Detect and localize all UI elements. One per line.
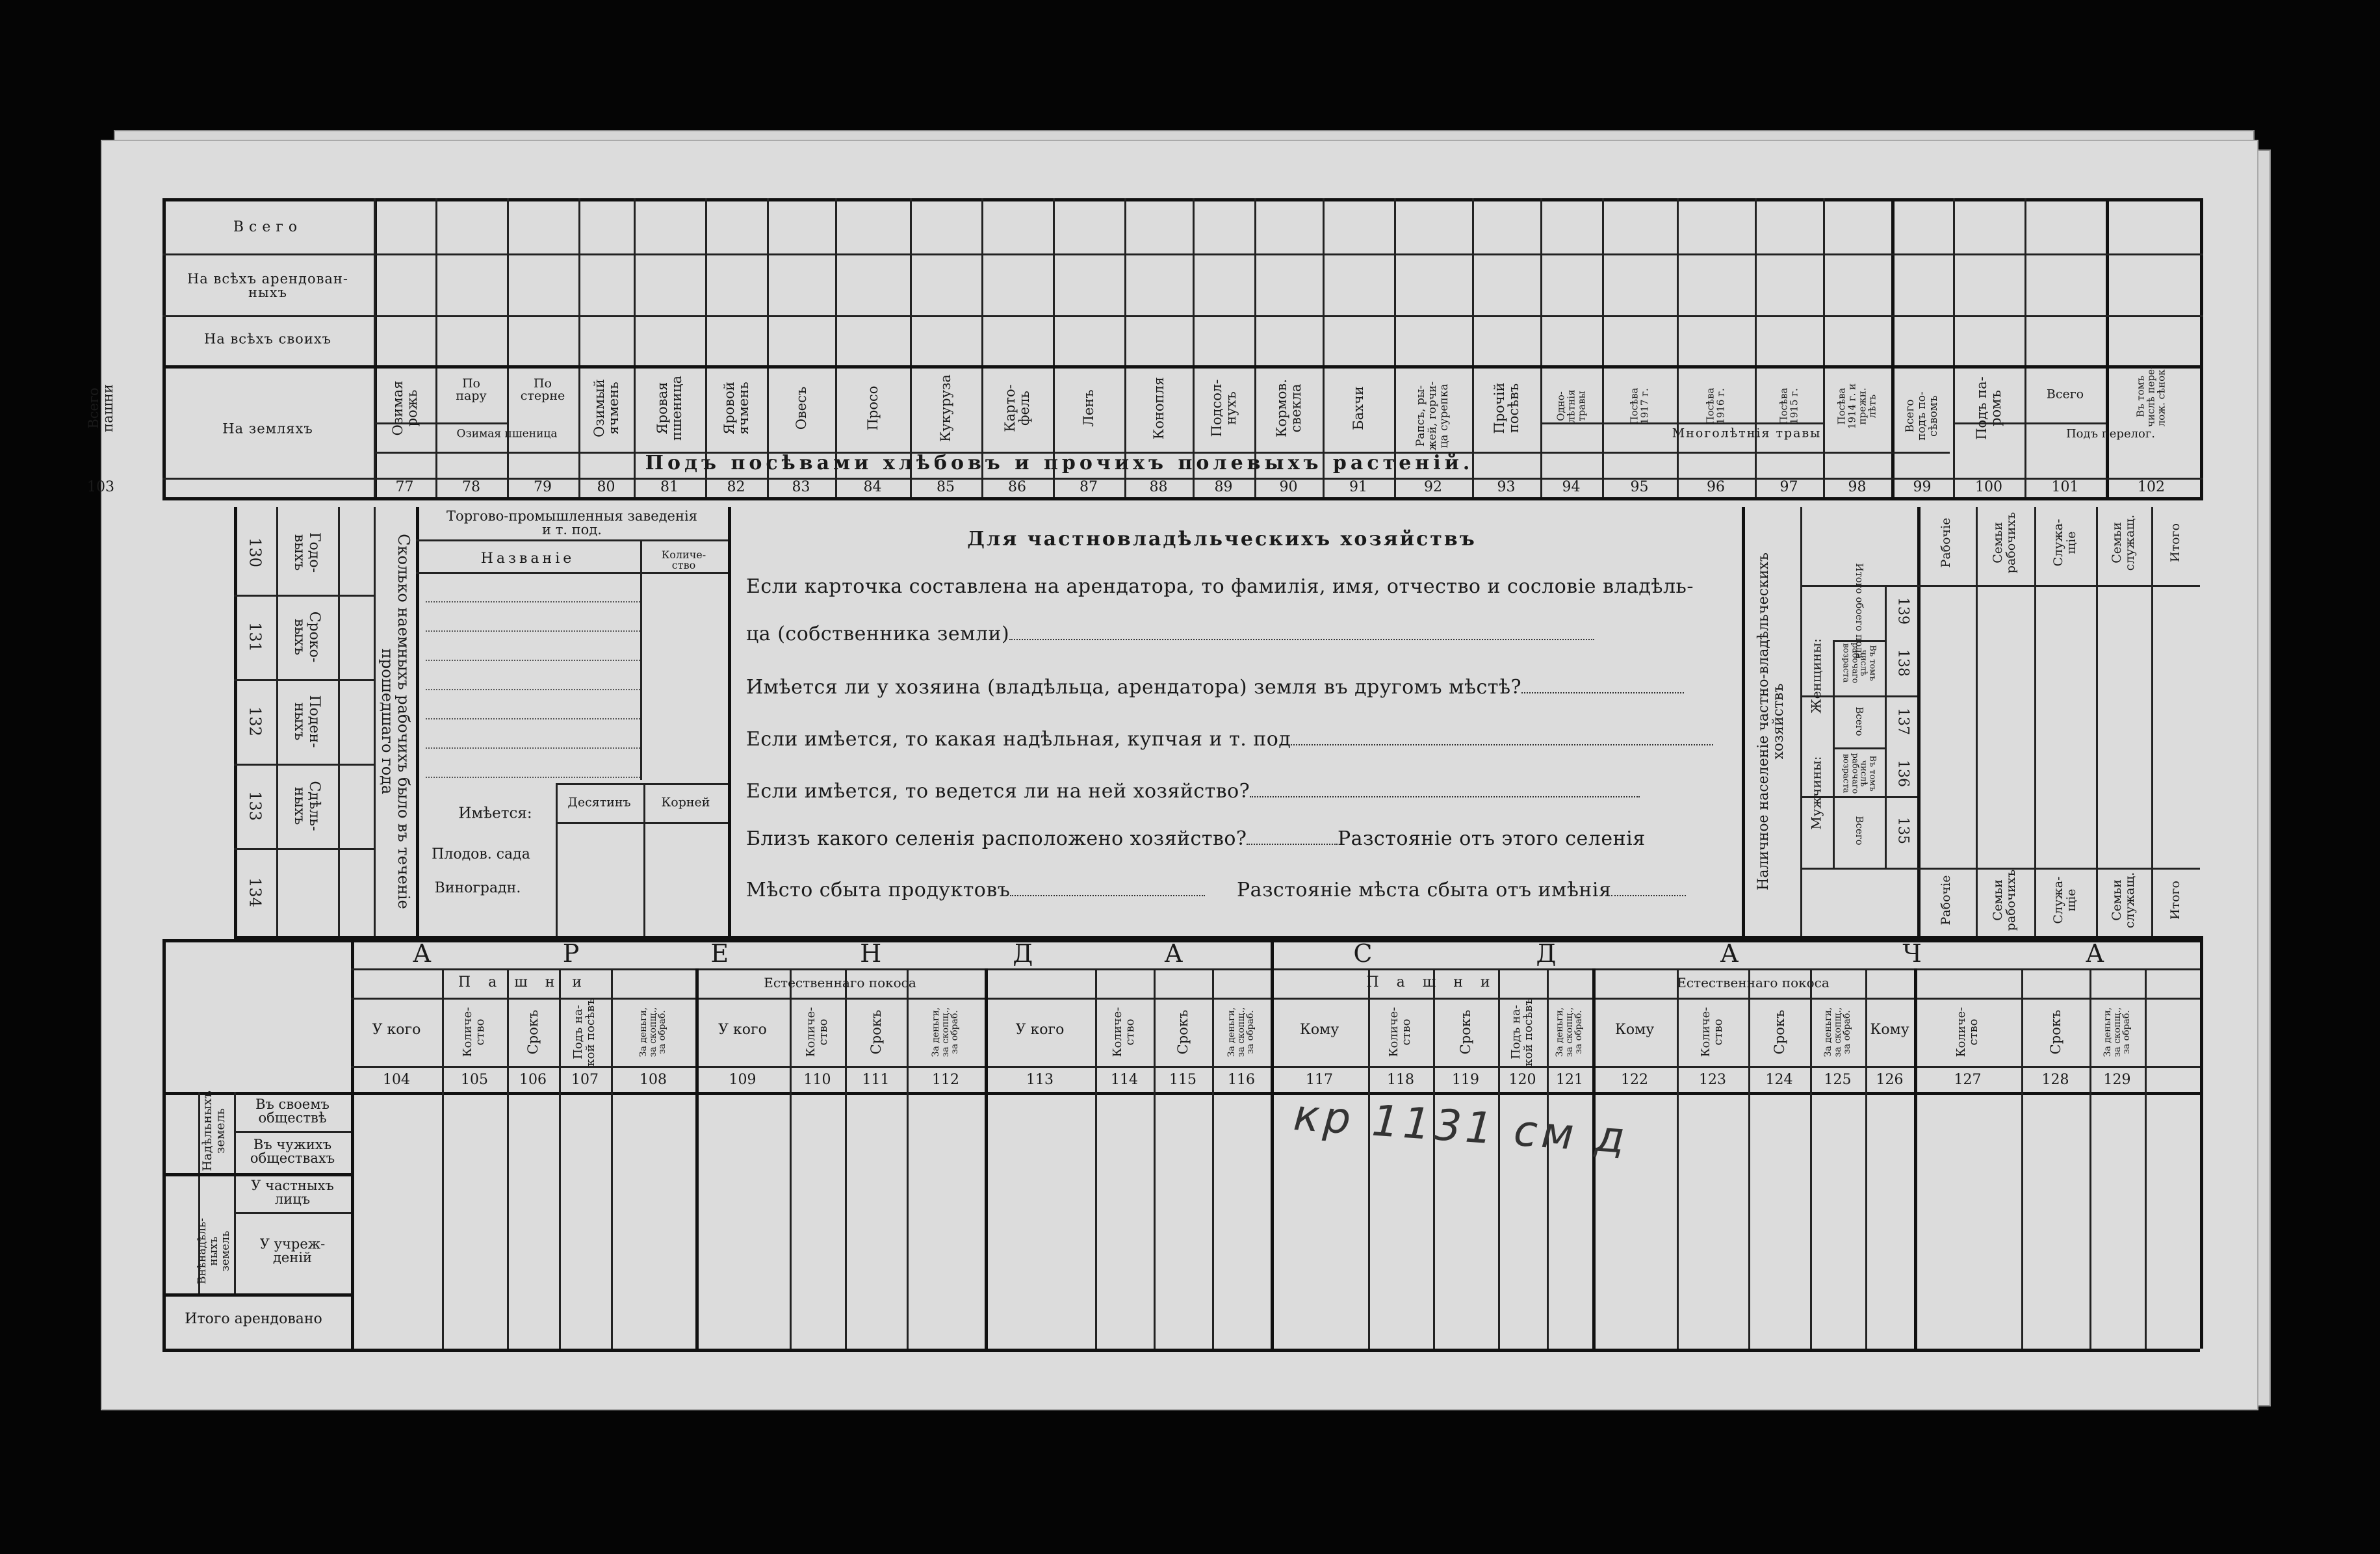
top-col-label-95: Посѣва 1917 г. bbox=[1627, 387, 1650, 425]
top-col-label-89: Подсол- нухъ bbox=[1208, 379, 1239, 437]
bottom-col-label-122: Кому bbox=[1614, 1022, 1655, 1038]
top-col-number-102: 102 bbox=[2138, 479, 2165, 495]
bottom-col-number-125: 125 bbox=[1824, 1072, 1852, 1088]
bottom-col-label-116: За деньги, за скопщ., за обраб. bbox=[1226, 1007, 1256, 1057]
worker-number-130: 130 bbox=[246, 537, 265, 567]
bottom-col-label-128: Срокъ bbox=[2047, 1009, 2063, 1055]
population-number-136: 136 bbox=[1895, 760, 1911, 787]
bottom-col-label-125: За деньги, за скопщ., за обраб. bbox=[1822, 1007, 1852, 1057]
desyatin-col: Десятинъ bbox=[567, 795, 631, 810]
vertical-rule bbox=[162, 198, 166, 497]
population-number-139: 139 bbox=[1895, 597, 1911, 625]
sowing-banner: Подъ посѣвами хлѣбовъ и прочихъ полевыхъ растенiй. bbox=[645, 452, 1474, 474]
bottom-col-label-108: За деньги, за скопщ., за обраб. bbox=[638, 1007, 668, 1057]
worker-type-133: Сдѣль- ныхъ bbox=[291, 781, 323, 831]
top-col-number-91: 91 bbox=[1349, 479, 1367, 495]
sdacha-pashni: П а ш н и bbox=[1366, 974, 1497, 991]
vertical-rule bbox=[1212, 968, 1214, 1349]
top-col-number-87: 87 bbox=[1080, 479, 1098, 495]
population-col-bottom-0: Рабочiе bbox=[1939, 875, 1954, 926]
horizontal-rule bbox=[426, 747, 640, 749]
sdacha-banner: С Д А Ч А bbox=[1353, 939, 2182, 968]
top-col-label-102: Въ томъ числѣ пере- лож. сѣнок. bbox=[2134, 365, 2167, 428]
horizontal-rule bbox=[162, 1173, 351, 1176]
vertical-rule bbox=[276, 507, 278, 936]
vertical-rule bbox=[234, 507, 237, 936]
horizontal-rule bbox=[162, 497, 2203, 500]
top-col-label-85: Кукуруза bbox=[937, 374, 953, 442]
bottom-col-label-124: Срокъ bbox=[1771, 1009, 1787, 1055]
population-col-top-0: Рабочiе bbox=[1939, 517, 1954, 568]
top-col-label-99: Всего подъ по- сѣвомъ bbox=[1903, 391, 1940, 441]
top-col-label-77: Озимая рожь bbox=[389, 380, 420, 436]
total-rented: Итого арендовано bbox=[185, 1311, 322, 1327]
bottom-col-label-120: Подъ на- кой посѣвъ bbox=[1508, 998, 1535, 1067]
bottom-col-number-129: 129 bbox=[2103, 1072, 2131, 1088]
vertical-rule bbox=[2089, 968, 2091, 1349]
horizontal-rule bbox=[162, 315, 2203, 317]
worker-number-133: 133 bbox=[246, 791, 265, 821]
bottom-col-number-126: 126 bbox=[1876, 1072, 1904, 1088]
horizontal-rule bbox=[426, 777, 640, 778]
top-col-label-88: Конопля bbox=[1150, 376, 1167, 440]
vertical-rule bbox=[1271, 939, 1274, 1349]
worker-number-131: 131 bbox=[246, 622, 265, 652]
vertical-rule bbox=[695, 968, 699, 1349]
vertical-rule bbox=[1917, 507, 1921, 936]
bottom-col-number-113: 113 bbox=[1026, 1072, 1054, 1088]
top-col-number-100: 100 bbox=[1975, 479, 2002, 495]
private-q7: Мѣсто сбыта продуктовъ bbox=[746, 879, 1205, 901]
vertical-rule bbox=[985, 968, 988, 1349]
top-col-label-80: Озимый ячмень bbox=[591, 379, 621, 437]
worker-type-130: Годо- выхъ bbox=[291, 532, 323, 573]
vertical-rule bbox=[351, 939, 354, 1349]
vertical-rule bbox=[162, 939, 166, 1349]
population-col-bottom-2: Служа- щiе bbox=[2050, 876, 2078, 924]
men-label: Мужчины: bbox=[1808, 756, 1824, 830]
horizontal-rule bbox=[1800, 796, 1917, 798]
worker-type-131: Сроко- выхъ bbox=[291, 611, 323, 663]
bottom-col-label-126: Кому bbox=[1870, 1022, 1909, 1038]
vertical-rule bbox=[442, 968, 444, 1349]
top-col-number-80: 80 bbox=[597, 479, 615, 495]
bottom-col-label-119: Срокъ bbox=[1457, 1009, 1473, 1055]
vertical-rule bbox=[556, 783, 558, 936]
vertical-rule bbox=[2200, 198, 2203, 497]
top-col-label-92: Рапсъ, ры- жей, горчи- ца сурепка bbox=[1414, 381, 1451, 451]
bottom-col-number-108: 108 bbox=[640, 1072, 667, 1088]
private-farm-title: Для частновладѣльческихъ хозяйствъ bbox=[967, 528, 1477, 550]
vertical-rule bbox=[2151, 507, 2153, 936]
population-col-bottom-3: Семьи служащ. bbox=[2109, 872, 2137, 929]
trade-qty-col: Количе- ство bbox=[661, 549, 706, 571]
horizontal-rule bbox=[162, 1293, 351, 1297]
top-col-number-96: 96 bbox=[1707, 479, 1725, 495]
hired-workers-question: Сколько наемныхъ рабочихъ было въ теченiе прошедшаго года bbox=[378, 534, 413, 909]
bottom-col-number-110: 110 bbox=[803, 1072, 831, 1088]
vertical-rule bbox=[1885, 585, 1887, 868]
row-institutions: У учреж- денiй bbox=[259, 1236, 326, 1265]
population-col-bottom-4: Итого bbox=[2167, 881, 2182, 920]
trade-title: Торгово-промышленныя заведенiя и т. под. bbox=[446, 508, 697, 537]
private-q8: Разстоянiе мѣста сбыта отъ имѣнiя bbox=[1237, 879, 1686, 901]
horizontal-rule bbox=[416, 539, 728, 541]
horizontal-rule bbox=[234, 1131, 351, 1133]
bottom-col-number-114: 114 bbox=[1111, 1072, 1138, 1088]
top-col-number-98: 98 bbox=[1848, 479, 1867, 495]
bottom-col-label-113: У кого bbox=[1015, 1022, 1065, 1038]
population-number-138: 138 bbox=[1895, 649, 1911, 677]
vertical-rule bbox=[1976, 507, 1978, 936]
has-label: Имѣется: bbox=[458, 805, 532, 822]
bottom-col-label-118: Количе- ство bbox=[1387, 1007, 1413, 1057]
top-col-number-89: 89 bbox=[1214, 479, 1233, 495]
top-col-label-86: Карто- фель bbox=[1002, 384, 1032, 432]
bottom-col-label-115: Срокъ bbox=[1174, 1009, 1191, 1055]
bottom-col-number-120: 120 bbox=[1508, 1072, 1536, 1088]
horizontal-rule bbox=[234, 595, 374, 597]
bottom-col-number-109: 109 bbox=[729, 1072, 757, 1088]
top-col-label-94: Одно- лѣтнiя травы bbox=[1554, 389, 1587, 423]
top-col-number-101: 101 bbox=[2051, 479, 2079, 495]
horizontal-rule bbox=[556, 822, 728, 824]
bottom-col-label-112: За деньги, за скопщ., за обраб. bbox=[930, 1007, 961, 1057]
vertical-rule bbox=[1498, 968, 1500, 1349]
vertical-rule bbox=[643, 783, 645, 936]
bottom-col-label-121: За деньги, за скопщ., за обраб. bbox=[1554, 1007, 1585, 1057]
bottom-col-number-119: 119 bbox=[1452, 1072, 1479, 1088]
top-row-label-0: Всего bbox=[233, 219, 303, 235]
horizontal-rule bbox=[234, 848, 374, 850]
top-col-number-83: 83 bbox=[792, 479, 810, 495]
bottom-col-label-110: Количе- ство bbox=[803, 1007, 830, 1057]
korney-col: Корней bbox=[661, 795, 710, 810]
bottom-col-label-114: Количе- ство bbox=[1111, 1007, 1137, 1057]
top-row-label-2: На всѣхъ своихъ bbox=[203, 331, 332, 347]
top-col-label-79: По стерне bbox=[520, 376, 565, 403]
top-col-number-86: 86 bbox=[1008, 479, 1026, 495]
bottom-col-number-116: 116 bbox=[1228, 1072, 1255, 1088]
private-q1-cont: ца (собственника земли) bbox=[746, 623, 1594, 645]
top-row-label-1: На всѣхъ арендован- ныхъ bbox=[187, 271, 349, 300]
horizontal-rule bbox=[351, 998, 2200, 1000]
bottom-col-number-121: 121 bbox=[1556, 1072, 1583, 1088]
bottom-col-number-112: 112 bbox=[932, 1072, 959, 1088]
worker-number-134: 134 bbox=[246, 877, 265, 907]
perennial-grass-header: Многолѣтнiя травы bbox=[1672, 426, 1822, 441]
horizontal-rule bbox=[1917, 585, 2200, 587]
arenda-pashni: П а ш н и bbox=[458, 974, 589, 991]
vertical-rule bbox=[1800, 507, 1802, 936]
population-col-top-2: Служа- щiе bbox=[2050, 519, 2078, 567]
total-both-sexes: Итого обоего пола bbox=[1853, 563, 1865, 659]
bottom-col-label-105: Количе- ство bbox=[461, 1007, 487, 1057]
bottom-col-number-118: 118 bbox=[1387, 1072, 1414, 1088]
bottom-col-number-127: 127 bbox=[1954, 1072, 1982, 1088]
vertical-rule bbox=[1748, 968, 1750, 1349]
men-working-age: Въ томъ числѣ рабочаго возраста bbox=[1841, 753, 1878, 794]
bottom-col-label-104: У кого bbox=[372, 1022, 421, 1038]
bottom-col-number-124: 124 bbox=[1765, 1072, 1793, 1088]
top-col-label-97: Посѣва 1915 г. bbox=[1777, 387, 1800, 425]
population-col-top-3: Семьи служащ. bbox=[2109, 514, 2137, 571]
horizontal-rule bbox=[234, 1212, 351, 1214]
handwritten-note: кр 1131 см д bbox=[1291, 1090, 1631, 1163]
horizontal-rule bbox=[351, 1066, 2200, 1068]
vertical-rule bbox=[507, 968, 509, 1349]
top-row-label-3: На земляхъ bbox=[222, 421, 313, 437]
top-col-number-99: 99 bbox=[1913, 479, 1932, 495]
row-other-societies: Въ чужихъ обществахъ bbox=[250, 1137, 335, 1166]
top-col-label-83: Овесъ bbox=[793, 386, 809, 430]
top-col-number-84: 84 bbox=[863, 479, 882, 495]
top-col-number-94: 94 bbox=[1562, 479, 1581, 495]
top-col-number-103: 103 bbox=[87, 479, 114, 495]
vertical-rule bbox=[1833, 640, 1835, 868]
horizontal-rule bbox=[351, 968, 2200, 970]
top-col-number-97: 97 bbox=[1779, 479, 1798, 495]
vertical-rule bbox=[1742, 507, 1745, 936]
private-q6: Разстоянiе отъ этого селенiя bbox=[1338, 827, 1646, 850]
vertical-rule bbox=[2034, 507, 2036, 936]
top-col-number-95: 95 bbox=[1630, 479, 1649, 495]
horizontal-rule bbox=[426, 630, 640, 632]
horizontal-rule bbox=[162, 1349, 2200, 1352]
bottom-col-number-106: 106 bbox=[519, 1072, 547, 1088]
bottom-col-number-105: 105 bbox=[461, 1072, 488, 1088]
top-col-label-103: Всего пашни bbox=[85, 383, 116, 433]
arenda-banner: А Р Е Н Д А bbox=[412, 939, 1245, 968]
horizontal-rule bbox=[426, 601, 640, 602]
bottom-col-label-111: Срокъ bbox=[868, 1009, 884, 1055]
private-q3: Если имѣется, то какая надѣльная, купчая и т. под bbox=[746, 728, 1713, 751]
row-own-society: Въ своемъ обществѣ bbox=[255, 1096, 330, 1126]
vertical-rule bbox=[1914, 968, 1917, 1349]
trade-name-col: Названiе bbox=[480, 550, 575, 567]
vertical-rule bbox=[234, 1092, 236, 1293]
horizontal-rule bbox=[234, 679, 374, 681]
top-col-number-92: 92 bbox=[1424, 479, 1442, 495]
vertical-rule bbox=[1095, 968, 1097, 1349]
vertical-rule bbox=[2106, 198, 2109, 497]
top-col-number-78: 78 bbox=[462, 479, 480, 495]
private-q5: Близъ какого селенiя расположено хозяйство? bbox=[746, 827, 1338, 850]
top-col-label-81: Яровая пшеница bbox=[654, 376, 684, 441]
horizontal-rule bbox=[162, 365, 2203, 369]
bottom-col-label-123: Количе- ство bbox=[1699, 1007, 1725, 1057]
population-number-135: 135 bbox=[1895, 817, 1911, 844]
worker-number-132: 132 bbox=[246, 706, 265, 736]
private-q1: Если карточка составлена на арендатора, то фамилiя, имя, отчество и сословiе владѣль- bbox=[746, 575, 1694, 598]
top-col-label-78: По пару bbox=[456, 376, 487, 403]
top-col-number-93: 93 bbox=[1497, 479, 1516, 495]
bottom-col-label-106: Срокъ bbox=[524, 1009, 541, 1055]
top-col-label-87: Ленъ bbox=[1080, 389, 1096, 427]
horizontal-rule bbox=[1833, 747, 1885, 749]
vertical-rule bbox=[845, 968, 847, 1349]
men-total: Всего bbox=[1853, 816, 1865, 846]
bottom-col-number-117: 117 bbox=[1306, 1072, 1333, 1088]
vertical-rule bbox=[559, 968, 561, 1349]
horizontal-rule bbox=[1800, 868, 1917, 870]
women-working-age: Въ томъ числѣ рабочаго возраста bbox=[1841, 642, 1878, 684]
population-title: Наличное населенiе частно-владѣльческихъ хозяйствъ bbox=[1755, 552, 1787, 890]
top-col-label-90: Кормов. свекла bbox=[1273, 379, 1304, 437]
top-col-number-79: 79 bbox=[534, 479, 552, 495]
horizontal-rule bbox=[416, 572, 728, 574]
population-col-top-4: Итого bbox=[2167, 523, 2182, 562]
sdacha-pokos: Естественнаго покоса bbox=[1677, 975, 1830, 991]
horizontal-rule bbox=[234, 764, 374, 766]
top-col-label-100: Подъ па- ромъ bbox=[1973, 376, 2004, 440]
bottom-col-number-128: 128 bbox=[2041, 1072, 2069, 1088]
vertical-rule bbox=[1810, 968, 1812, 1349]
vertical-rule bbox=[611, 968, 613, 1349]
vertical-rule bbox=[728, 507, 731, 936]
top-col-label-98: Посѣва 1914 г. и прежн. лѣтъ bbox=[1835, 383, 1878, 430]
horizontal-rule bbox=[1800, 695, 1917, 697]
top-col-number-77: 77 bbox=[395, 479, 414, 495]
top-col-number-81: 81 bbox=[660, 479, 679, 495]
bottom-col-label-127: Количе- ство bbox=[1954, 1007, 1980, 1057]
vertical-rule bbox=[416, 507, 419, 936]
population-number-137: 137 bbox=[1895, 708, 1911, 735]
vertical-rule bbox=[640, 539, 642, 780]
ozimaya-wheat-header: Озимая пшеница bbox=[456, 427, 558, 441]
bottom-col-number-107: 107 bbox=[571, 1072, 599, 1088]
worker-type-132: Поден- ныхъ bbox=[291, 695, 323, 748]
bottom-col-number-104: 104 bbox=[383, 1072, 410, 1088]
vertical-rule bbox=[1154, 968, 1156, 1349]
women-label: Женщины: bbox=[1808, 638, 1824, 714]
bottom-col-label-129: За деньги, за скопщ., за обраб. bbox=[2102, 1007, 2132, 1057]
horizontal-rule bbox=[556, 783, 728, 785]
vertical-rule bbox=[907, 968, 909, 1349]
top-col-number-82: 82 bbox=[727, 479, 745, 495]
top-col-label-93: Прочiй посѣвъ bbox=[1491, 382, 1521, 434]
bottom-col-label-109: У кого bbox=[718, 1022, 767, 1038]
arenda-pokos: Естественнаго покоса bbox=[764, 975, 916, 991]
horizontal-rule bbox=[162, 1092, 2200, 1095]
horizontal-rule bbox=[1917, 868, 2200, 870]
nadel-lands: Надѣльныхъ земель bbox=[200, 1090, 227, 1172]
row-private-persons: У частныхъ лицъ bbox=[251, 1178, 334, 1207]
bottom-col-number-122: 122 bbox=[1621, 1072, 1648, 1088]
top-col-number-90: 90 bbox=[1279, 479, 1298, 495]
top-col-label-84: Просо bbox=[864, 385, 881, 431]
extra-nadel-lands: Внѣнадѣль- ныхъ земель bbox=[196, 1217, 232, 1285]
vertical-rule bbox=[790, 968, 792, 1349]
vertical-rule bbox=[1368, 968, 1370, 1349]
bottom-col-label-117: Кому bbox=[1299, 1022, 1339, 1038]
vertical-rule bbox=[2145, 968, 2147, 1349]
vertical-rule bbox=[1953, 198, 1955, 497]
vertical-rule bbox=[338, 507, 340, 936]
top-col-number-85: 85 bbox=[937, 479, 955, 495]
vertical-rule bbox=[2021, 968, 2023, 1349]
bottom-col-label-107: Подъ на- кой посѣвъ bbox=[571, 998, 597, 1067]
horizontal-rule bbox=[162, 198, 2203, 201]
vertical-rule bbox=[2200, 939, 2203, 1349]
vertical-rule bbox=[1677, 968, 1679, 1349]
top-col-label-101: Всего bbox=[2046, 387, 2084, 402]
fallow-header: Подъ перелог. bbox=[2065, 427, 2156, 441]
top-col-label-82: Яровой ячмень bbox=[721, 382, 751, 435]
vertical-rule bbox=[2096, 507, 2098, 936]
census-card-sheet bbox=[85, 140, 2258, 1410]
vineyard-label: Виноградн. bbox=[434, 880, 521, 896]
private-q4: Если имѣется, то ведется ли на ней хозяйство? bbox=[746, 780, 1640, 803]
vertical-rule bbox=[1547, 968, 1549, 1349]
bottom-col-number-123: 123 bbox=[1699, 1072, 1726, 1088]
top-col-label-91: Бахчи bbox=[1350, 386, 1366, 430]
top-col-number-88: 88 bbox=[1149, 479, 1168, 495]
vertical-rule bbox=[2024, 198, 2026, 497]
population-col-bottom-1: Семьи рабочихъ bbox=[1991, 869, 2018, 931]
vertical-rule bbox=[374, 507, 376, 936]
women-total: Всего bbox=[1853, 706, 1865, 736]
bottom-col-number-115: 115 bbox=[1169, 1072, 1196, 1088]
vertical-rule bbox=[1433, 968, 1435, 1349]
orchard-label: Плодов. сада bbox=[432, 846, 530, 862]
top-col-label-96: Посѣва 1916 г. bbox=[1704, 387, 1726, 425]
bottom-col-number-111: 111 bbox=[862, 1072, 890, 1088]
horizontal-rule bbox=[426, 689, 640, 690]
horizontal-rule bbox=[426, 718, 640, 719]
vertical-rule bbox=[1865, 968, 1867, 1349]
horizontal-rule bbox=[162, 253, 2203, 255]
private-q2: Имѣется ли у хозяина (владѣльца, арендатора) земля въ другомъ мѣстѣ? bbox=[746, 676, 1684, 699]
horizontal-rule bbox=[426, 660, 640, 661]
population-col-top-1: Семьи рабочихъ bbox=[1991, 512, 2018, 574]
